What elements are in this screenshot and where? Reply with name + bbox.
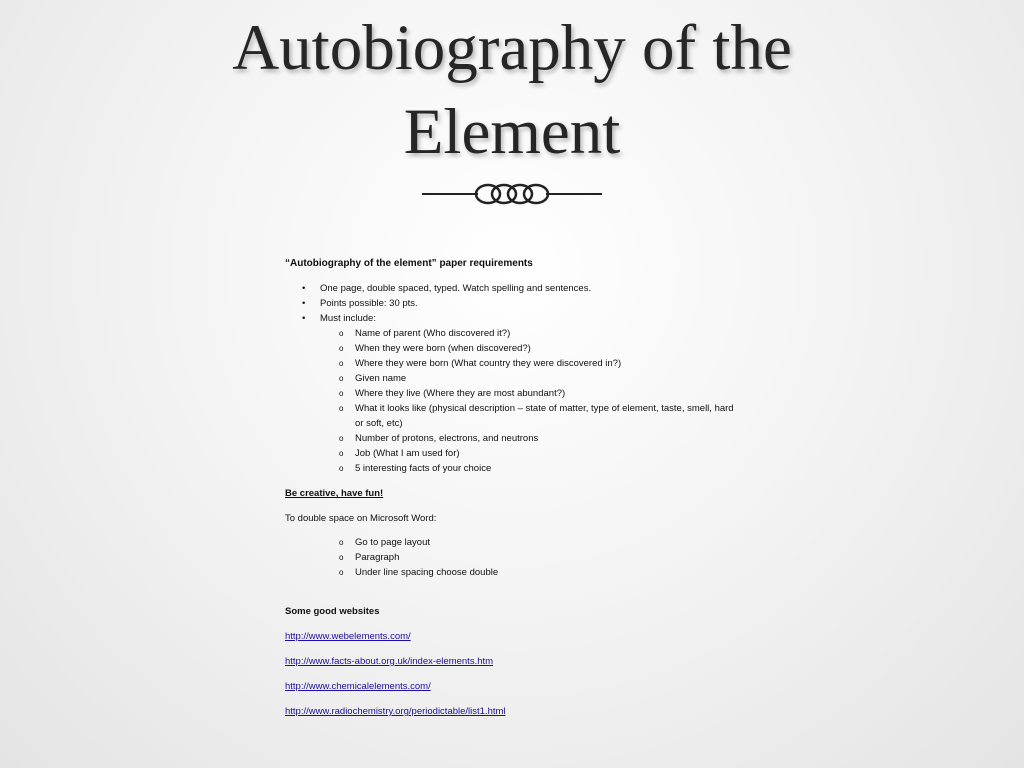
flourish-divider-icon: [420, 181, 604, 207]
double-space-intro: To double space on Microsoft Word:: [285, 513, 437, 524]
list-item: [285, 401, 735, 431]
circle-bullet-icon: o: [339, 404, 344, 413]
circle-bullet-icon: o: [339, 434, 344, 443]
list-item: [285, 550, 755, 565]
requirements-list: [285, 281, 755, 326]
circle-bullet-icon: o: [339, 568, 344, 577]
must-include-text: Job (What I am used for): [355, 448, 460, 459]
websites-heading: Some good websites: [285, 606, 380, 617]
circle-bullet-icon: o: [339, 344, 344, 353]
bullet-icon: •: [302, 298, 306, 309]
list-item: [285, 431, 755, 446]
requirement-text: Points possible: 30 pts.: [320, 298, 418, 309]
must-include-text: Where they were born (What country they were discovered in?): [355, 358, 622, 369]
circle-bullet-icon: o: [339, 359, 344, 368]
website-link-facts-about[interactable]: http://www.facts-about.org.uk/index-elements.htm: [285, 656, 494, 667]
list-item: [285, 296, 755, 311]
circle-bullet-icon: o: [339, 553, 344, 562]
word-steps-list: [285, 535, 755, 580]
must-include-list: [285, 326, 755, 476]
circle-bullet-icon: o: [339, 538, 344, 547]
bullet-icon: •: [302, 313, 306, 324]
list-item: [285, 386, 755, 401]
requirement-text: Must include:: [320, 313, 376, 324]
website-link-webelements[interactable]: http://www.webelements.com/: [285, 631, 411, 642]
list-item: [285, 461, 755, 476]
must-include-text: What it looks like (physical description – state of matter, type of element, taste, smell, hard or soft, etc): [355, 403, 734, 429]
word-step-text: Go to page layout: [355, 537, 430, 548]
word-step-text: Under line spacing choose double: [355, 567, 499, 578]
website-link-chemicalelements[interactable]: http://www.chemicalelements.com/: [285, 681, 431, 692]
must-include-text: Number of protons, electrons, and neutrons: [355, 433, 539, 444]
circle-bullet-icon: o: [339, 389, 344, 398]
document-heading: “Autobiography of the element” paper requirements: [285, 258, 533, 269]
list-item: [285, 565, 755, 580]
circle-bullet-icon: o: [339, 329, 344, 338]
website-link-radiochemistry[interactable]: http://www.radiochemistry.org/periodictable/list1.html: [285, 706, 506, 717]
bullet-icon: •: [302, 283, 306, 294]
requirements-document: [285, 256, 755, 719]
list-item: [285, 535, 755, 550]
list-item: [285, 371, 755, 386]
list-item: [285, 341, 755, 356]
list-item: [285, 326, 755, 341]
slide-title: [0, 6, 1024, 174]
list-item: [285, 356, 755, 371]
slide-title-line-1: Autobiography of the: [232, 12, 792, 84]
word-step-text: Paragraph: [355, 552, 400, 563]
circle-bullet-icon: o: [339, 449, 344, 458]
must-include-text: Name of parent (Who discovered it?): [355, 328, 511, 339]
list-item: [285, 281, 755, 296]
list-item: [285, 311, 755, 326]
requirement-text: One page, double spaced, typed. Watch spelling and sentences.: [320, 283, 592, 294]
be-creative-note: Be creative, have fun!: [285, 488, 384, 499]
slide-title-line-2: Element: [403, 96, 621, 168]
must-include-text: 5 interesting facts of your choice: [355, 463, 492, 474]
must-include-text: When they were born (when discovered?): [355, 343, 531, 354]
circle-bullet-icon: o: [339, 464, 344, 473]
must-include-text: Where they live (Where they are most abundant?): [355, 388, 566, 399]
list-item: [285, 446, 755, 461]
must-include-text: Given name: [355, 373, 407, 384]
circle-bullet-icon: o: [339, 374, 344, 383]
